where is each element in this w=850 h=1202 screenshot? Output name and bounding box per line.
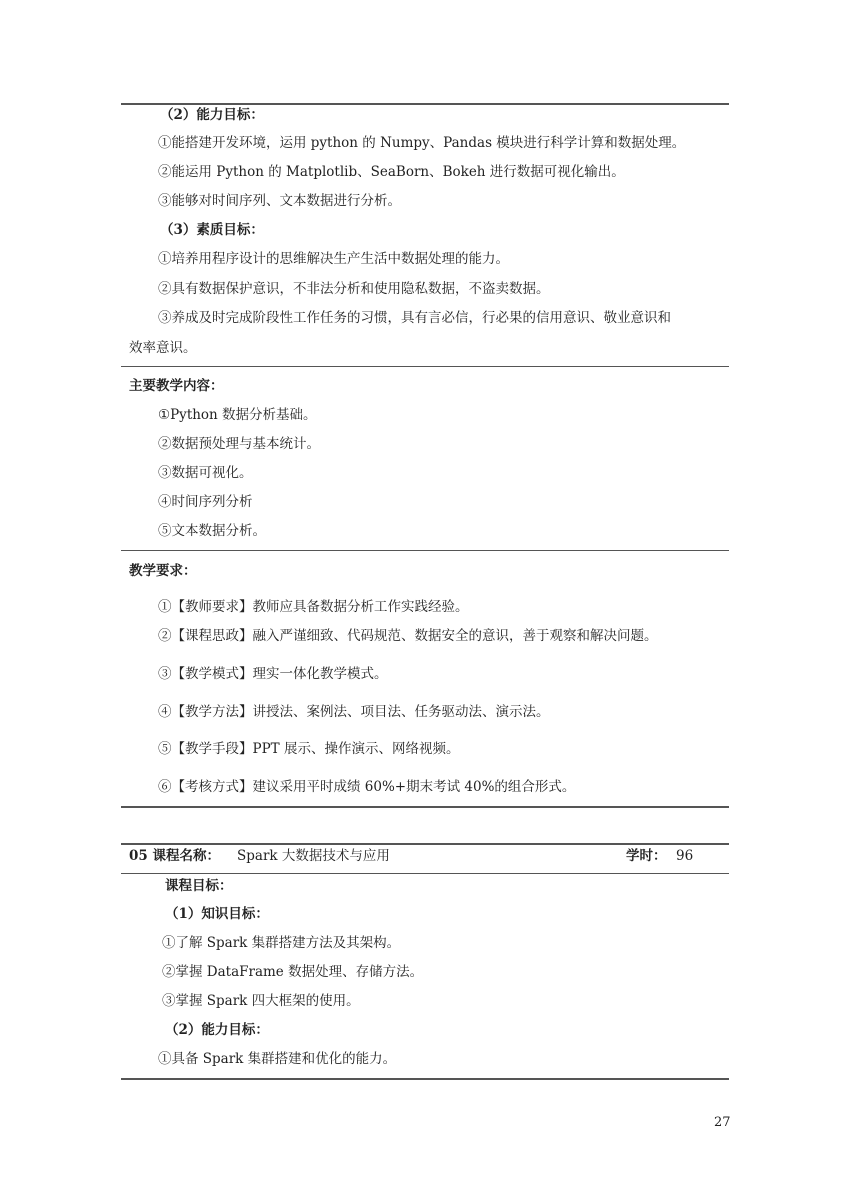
requirements-heading: 教学要求：: [129, 563, 197, 579]
course05-bottom-rule: [121, 1078, 729, 1080]
course05-knowledge-item-3: ③掌握 Spark 四大框架的使用。: [162, 993, 360, 1009]
course05-ability-heading: （2）能力目标：: [165, 1022, 269, 1038]
quality-item-3: ③养成及时完成阶段性工作任务的习惯，具有言必信，行必果的信用意识、敬业意识和: [158, 310, 671, 326]
content-item-2: ②数据预处理与基本统计。: [158, 436, 320, 452]
page-number: 27: [714, 1115, 731, 1130]
course05-knowledge-item-1: ①了解 Spark 集群搭建方法及其架构。: [162, 935, 401, 951]
quality-item-1: ①培养用程序设计的思维解决生产生活中数据处理的能力。: [158, 251, 509, 267]
content-item-1: ①Python 数据分析基础。: [158, 407, 317, 423]
requirement-item-2: ②【课程思政】融入严谨细致、代码规范、数据安全的意识，善于观察和解决问题。: [158, 628, 658, 644]
requirement-item-6: ⑥【考核方式】建议采用平时成绩 60%+期末考试 40%的组合形式。: [158, 779, 576, 795]
rule-after-requirements: [121, 806, 729, 808]
requirement-item-1: ①【教师要求】教师应具备数据分析工作实践经验。: [158, 599, 469, 615]
requirement-item-5: ⑤【教学手段】PPT 展示、操作演示、网络视频。: [158, 741, 460, 757]
content-item-5: ⑤文本数据分析。: [158, 523, 266, 539]
quality-heading: （3）素质目标：: [160, 222, 264, 238]
course05-knowledge-item-2: ②掌握 DataFrame 数据处理、存储方法。: [162, 964, 424, 980]
requirement-item-3: ③【教学模式】理实一体化教学模式。: [158, 666, 388, 682]
quality-item-3-continued: 效率意识。: [129, 340, 197, 356]
course05-name-label: 05 课程名称：: [129, 848, 220, 864]
course05-hours-value: 96: [676, 848, 694, 864]
content-heading: 主要教学内容：: [129, 378, 224, 394]
course05-knowledge-heading: （1）知识目标：: [165, 906, 269, 922]
quality-item-2: ②具有数据保护意识，不非法分析和使用隐私数据，不盗卖数据。: [158, 281, 550, 297]
rule-before-requirements: [121, 550, 729, 551]
course05-name-value: Spark 大数据技术与应用: [237, 848, 390, 864]
course05-top-rule: [121, 843, 729, 845]
course05-header-rule: [121, 873, 729, 874]
course05-goals-heading: 课程目标：: [165, 878, 233, 894]
rule-before-content: [121, 366, 729, 367]
course05-ability-item-1: ①具备 Spark 集群搭建和优化的能力。: [158, 1051, 397, 1067]
requirement-item-4: ④【教学方法】讲授法、案例法、项目法、任务驱动法、演示法。: [158, 704, 550, 720]
top-rule: [121, 103, 729, 105]
content-item-4: ④时间序列分析: [158, 494, 253, 510]
ability-item-1: ①能搭建开发环境，运用 python 的 Numpy、Pandas 模块进行科学计算和数据处理。: [158, 135, 686, 151]
ability-heading: （2）能力目标：: [160, 107, 264, 123]
content-item-3: ③数据可视化。: [158, 465, 253, 481]
course05-hours-label: 学时：: [626, 848, 667, 864]
ability-item-2: ②能运用 Python 的 Matplotlib、SeaBorn、Bokeh 进行数据可视化输出。: [158, 164, 625, 180]
ability-item-3: ③能够对时间序列、文本数据进行分析。: [158, 193, 401, 209]
